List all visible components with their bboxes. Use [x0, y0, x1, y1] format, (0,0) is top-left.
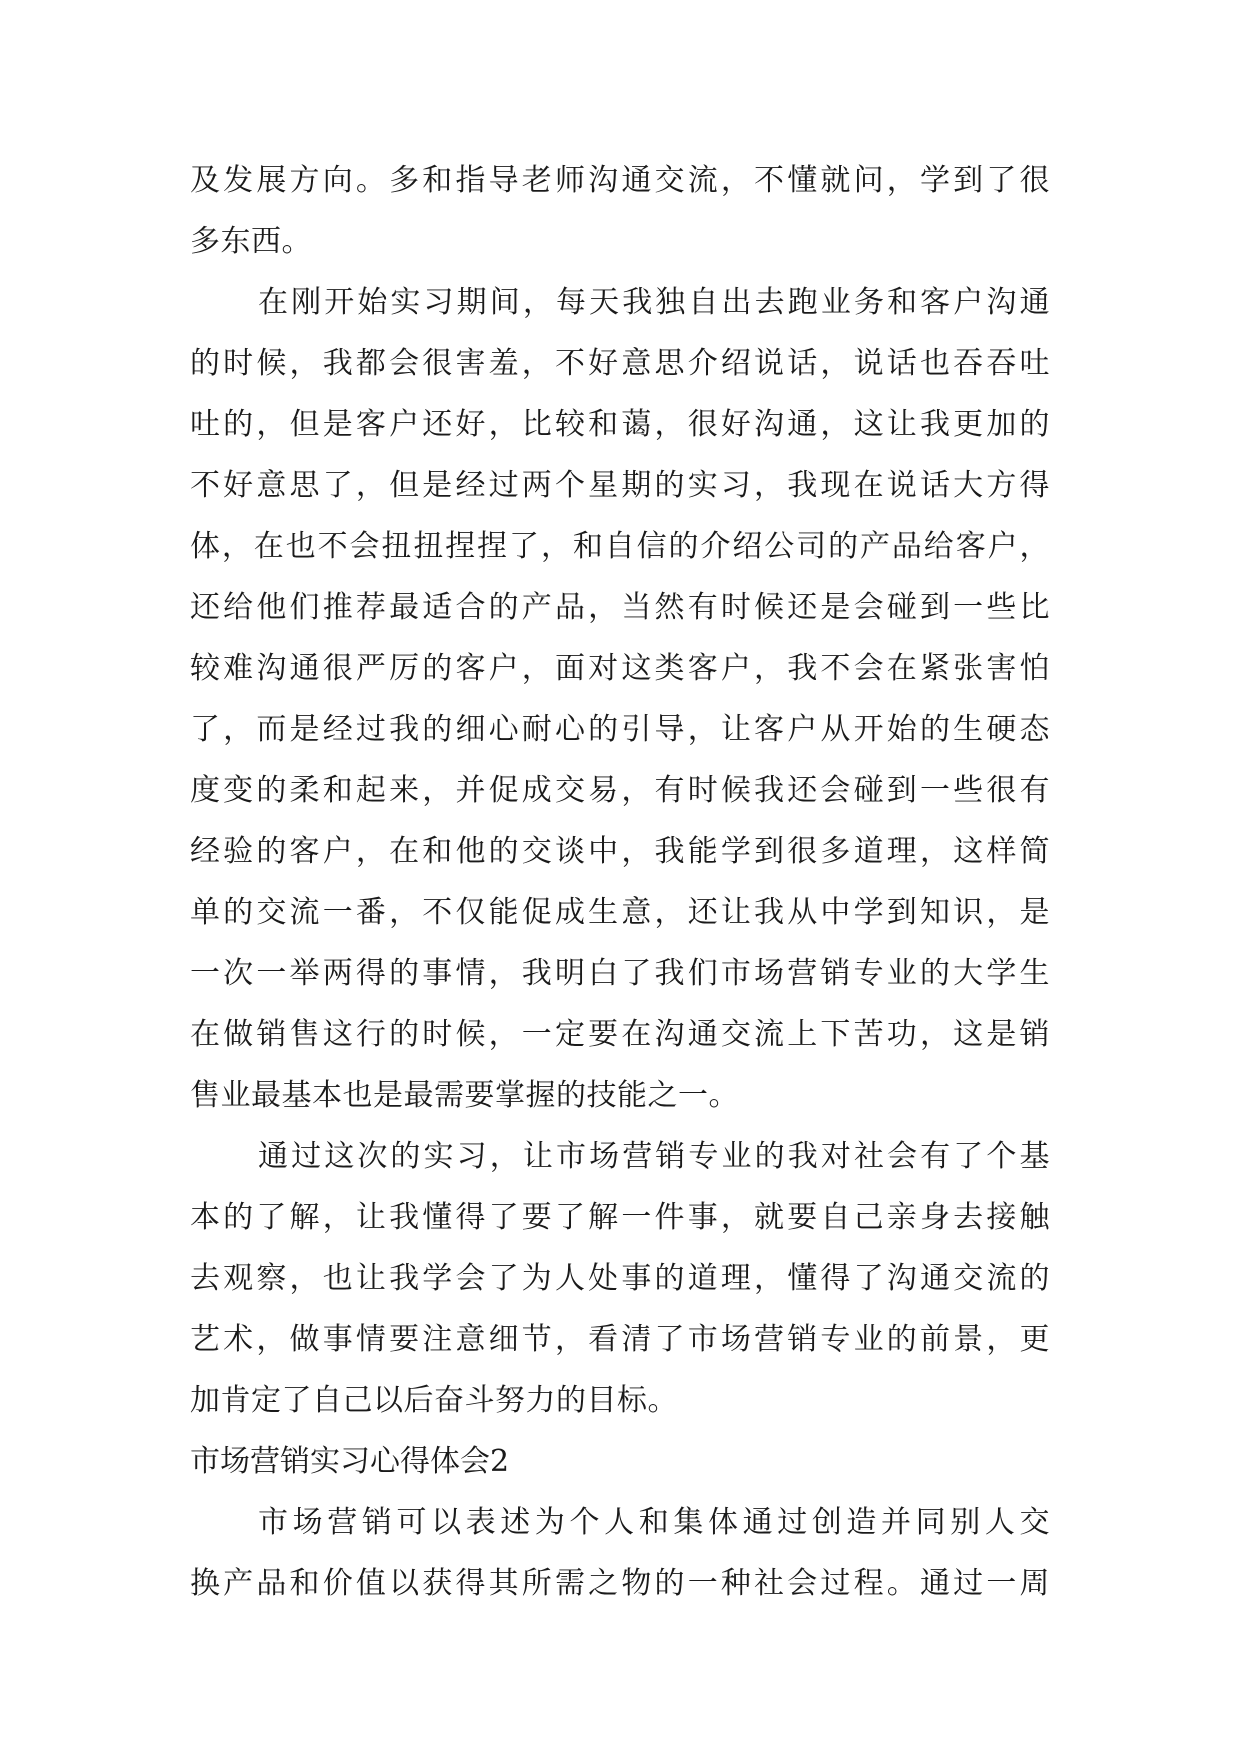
text-line: 的时候，我都会很害羞，不好意思介绍说话，说话也吞吞吐 [190, 346, 1050, 381]
text-line: 换产品和价值以获得其所需之物的一种社会过程。通过一周 [190, 1566, 1050, 1601]
paragraph-internship-experience [190, 272, 1050, 1126]
text-line: 经验的客户，在和他的交谈中，我能学到很多道理，这样简 [190, 834, 1050, 869]
text-line: 去观察，也让我学会了为人处事的道理，懂得了沟通交流的 [190, 1261, 1050, 1296]
text-line: 在做销售这行的时候，一定要在沟通交流上下苦功，这是销 [190, 1017, 1050, 1052]
text-line: 度变的柔和起来，并促成交易，有时候我还会碰到一些很有 [190, 773, 1050, 808]
text-line: 及发展方向。多和指导老师沟通交流，不懂就问，学到了很 [190, 163, 1050, 198]
text-line: 单的交流一番，不仅能促成生意，还让我从中学到知识，是 [190, 895, 1050, 930]
section-heading: 市场营销实习心得体会2 [190, 1444, 510, 1479]
text-line: 市场营销可以表述为个人和集体通过创造并同别人交 [258, 1505, 1050, 1540]
text-line: 一次一举两得的事情，我明白了我们市场营销专业的大学生 [190, 956, 1050, 991]
paragraph-summary [190, 1126, 1050, 1431]
text-line: 较难沟通很严厉的客户，面对这类客户，我不会在紧张害怕 [190, 651, 1050, 686]
text-line: 不好意思了，但是经过两个星期的实习，我现在说话大方得 [190, 468, 1050, 503]
text-line: 售业最基本也是最需要掌握的技能之一。 [190, 1078, 739, 1113]
paragraph-intro-continuation [190, 150, 1050, 272]
text-line: 吐的，但是客户还好，比较和蔼，很好沟通，这让我更加的 [190, 407, 1050, 442]
text-line: 本的了解，让我懂得了要了解一件事，就要自己亲身去接触 [190, 1200, 1050, 1235]
text-line: 加肯定了自己以后奋斗努力的目标。 [190, 1383, 678, 1418]
paragraph-marketing-definition [190, 1492, 1050, 1614]
text-line: 通过这次的实习，让市场营销专业的我对社会有了个基 [258, 1139, 1050, 1174]
text-line: 还给他们推荐最适合的产品，当然有时候还是会碰到一些比 [190, 590, 1050, 625]
text-line: 多东西。 [190, 224, 312, 259]
document-body [190, 150, 1050, 1614]
text-line: 了，而是经过我的细心耐心的引导，让客户从开始的生硬态 [190, 712, 1050, 747]
text-line: 体，在也不会扭扭捏捏了，和自信的介绍公司的产品给客户， [190, 529, 1050, 564]
text-line: 在刚开始实习期间，每天我独自出去跑业务和客户沟通 [258, 285, 1050, 320]
text-line: 艺术，做事情要注意细节，看清了市场营销专业的前景，更 [190, 1322, 1050, 1357]
